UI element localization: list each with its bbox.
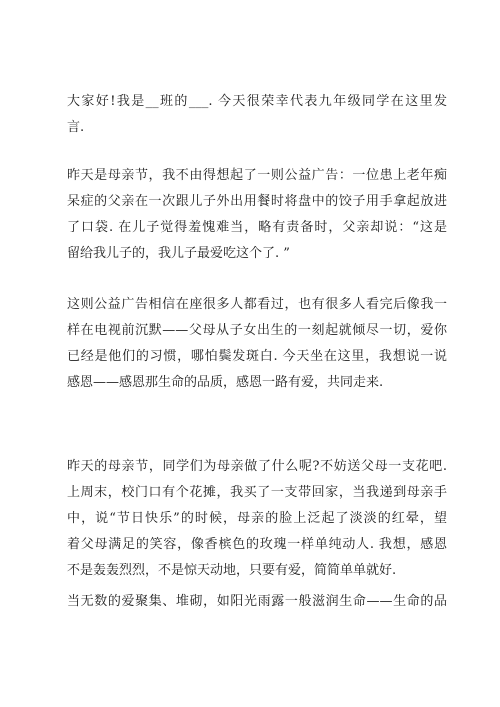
text-line: 了口袋. 在儿子觉得羞愧难当，略有责备时，父亲却说：“这是 [67,220,447,235]
text-line: 中，说“节日快乐”的时候，母亲的脸上泛起了淡淡的红晕，望 [67,511,447,526]
text-line: 昨天是母亲节，我不由得想起了一则公益广告：一位患上老年痴 [67,168,447,183]
paragraph-flower [67,454,447,584]
text-line: 着父母满足的笑容，像香槟色的玫瑰一样单纯动人. 我想，感恩 [67,537,447,552]
text-line: 当无数的爱聚集、堆砌，如阳光雨露一般滋润生命——生命的品 [67,594,447,609]
text-line: 感恩——感恩那生命的品质，感恩一路有爱，共同走来. [67,375,384,390]
paragraph-love [67,589,447,615]
text-line: 不是轰轰烈烈，不是惊天动地，只要有爱，简简单单就好. [67,563,397,578]
text-line: 呆症的父亲在一次跟儿子外出用餐时将盘中的饺子用手拿起放进 [67,194,447,209]
text-line: 这则公益广告相信在座很多人都看过，也有很多人看完后像我一 [67,297,447,312]
paragraph-mothers-day-ad [67,163,447,267]
text-line: 言. [67,120,85,135]
paragraph-gratitude [67,292,447,396]
text-line: 留给我儿子的，我儿子最爱吃这个了. ” [67,246,290,261]
text-line: 样在电视前沉默——父母从子女出生的一刻起就倾尽一切，爱你 [67,323,447,338]
text-line: 昨天的母亲节，同学们为母亲做了什么呢?不妨送父母一支花吧. [67,459,447,474]
text-line: 上周末，校门口有个花摊，我买了一支带回家，当我递到母亲手 [67,485,447,500]
paragraph-greeting [67,89,447,141]
text-line: 已经是他们的习惯，哪怕鬓发斑白. 今天坐在这里，我想说一说 [67,349,447,364]
text-line: 大家好!我是__班的___. 今天很荣幸代表九年级同学在这里发 [67,94,447,109]
